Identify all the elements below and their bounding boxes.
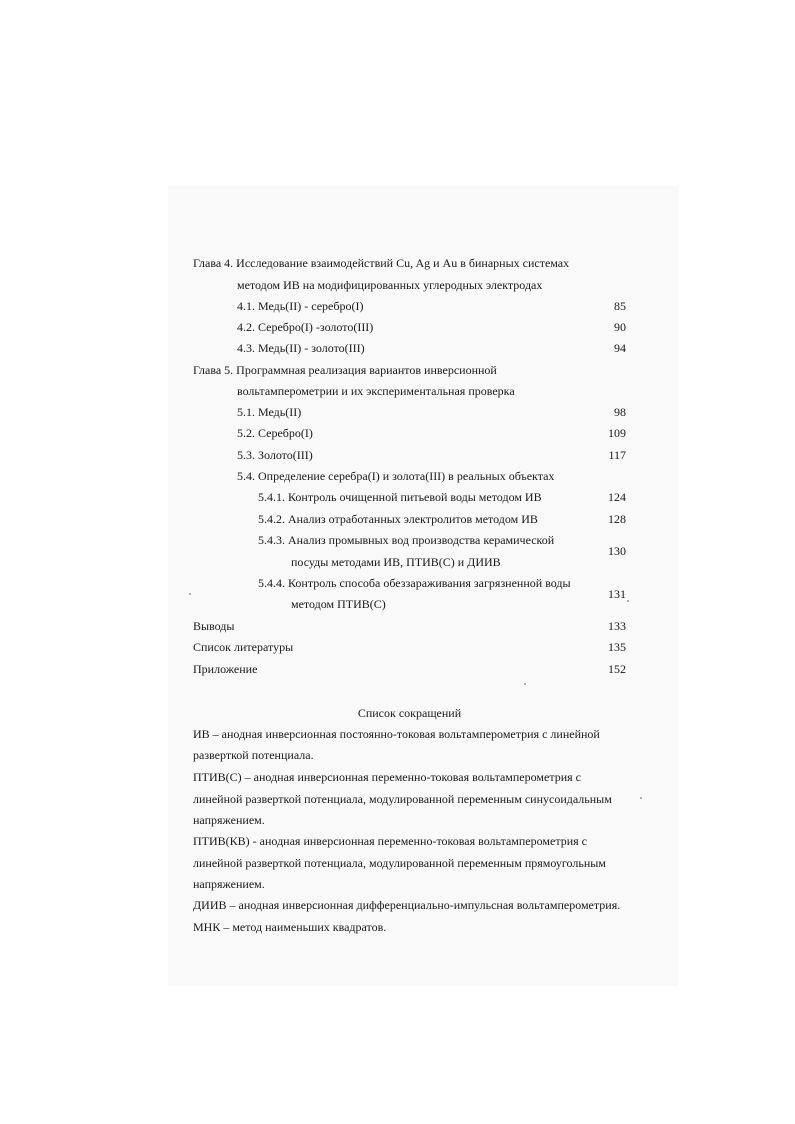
scan-speck (524, 683, 526, 685)
toc-ch5-4-2-page: 128 (608, 512, 626, 526)
toc-ch5-4-4-line1: 5.4.4. Контроль способа обеззараживания загрязненной воды (258, 576, 571, 590)
abbr-iv-line1: ИВ – анодная инверсионная постоянно-токовая вольтамперометрия с линейной (193, 727, 600, 741)
toc-references-page: 135 (608, 640, 626, 654)
toc-ch4-3-page: 94 (614, 341, 626, 355)
toc-ch5-3-label: 5.3. Золото(III) (237, 448, 313, 462)
abbr-ptiv-s-line3: напряжением. (193, 813, 265, 827)
toc-references-label: Список литературы (193, 640, 294, 654)
toc-ch5-title-line2: вольтамперометрии и их экспериментальная проверка (237, 384, 515, 398)
toc-ch5-1-label: 5.1. Медь(II) (237, 405, 302, 419)
abbr-ptiv-kv-line1: ПТИВ(КВ) - анодная инверсионная переменно-токовая вольтамперометрия с (193, 834, 587, 848)
abbreviations-title: Список сокращений (357, 706, 462, 720)
scan-speck (627, 600, 629, 602)
toc-ch5-4-3-line1: 5.4.3. Анализ промывных вод производства керамической (258, 533, 555, 547)
abbr-ptiv-kv-line2: линейной разверткой потенциала, модулированной переменным прямоугольным (193, 856, 606, 870)
toc-ch4-1-page: 85 (614, 299, 626, 313)
abbr-ptiv-s-line2: линейной разверткой потенциала, модулированной переменным синусоидальным (193, 792, 612, 806)
abbr-ptiv-s-line1: ПТИВ(С) – анодная инверсионная переменно-токовая вольтамперометрия с (193, 770, 581, 784)
toc-appendix-label: Приложение (193, 662, 258, 676)
toc-ch5-title-line1: Глава 5. Программная реализация вариантов инверсионной (193, 363, 497, 377)
toc-ch5-3-page: 117 (608, 448, 626, 462)
toc-ch5-4-2-label: 5.4.2. Анализ отработанных электролитов методом ИВ (258, 512, 538, 526)
toc-ch5-4-4-line2: методом ПТИВ(С) (291, 597, 386, 611)
toc-ch4-title-line2: методом ИВ на модифицированных углеродных электродах (237, 278, 543, 292)
toc-ch5-4-4-page: 131 (608, 587, 626, 601)
toc-conclusions-label: Выводы (193, 619, 235, 633)
abbr-ptiv-kv-line3: напряжением. (193, 877, 265, 891)
toc-ch4-2-page: 90 (614, 320, 626, 334)
abbr-iv-line2: разверткой потенциала. (193, 748, 314, 762)
toc-ch5-4-1-label: 5.4.1. Контроль очищенной питьевой воды методом ИВ (258, 490, 542, 504)
toc-ch4-1-label: 4.1. Медь(II) - серебро(I) (237, 299, 364, 313)
toc-ch4-3-label: 4.3. Медь(II) - золото(III) (237, 341, 365, 355)
toc-ch5-4-3-page: 130 (608, 544, 626, 558)
abbr-mnk-line1: МНК – метод наименьших квадратов. (193, 920, 387, 934)
toc-ch5-2-page: 109 (608, 426, 626, 440)
toc-ch5-2-label: 5.2. Серебро(I) (237, 426, 313, 440)
toc-ch5-1-page: 98 (614, 405, 626, 419)
scan-speck (640, 797, 642, 799)
toc-conclusions-page: 133 (608, 619, 626, 633)
scan-speck (189, 593, 191, 595)
toc-ch5-4-3-line2: посуды методами ИВ, ПТИВ(С) и ДИИВ (291, 555, 501, 569)
toc-ch4-2-label: 4.2. Серебро(I) -золото(III) (237, 320, 374, 334)
toc-ch4-title-line1: Глава 4. Исследование взаимодействий Cu, Ag и Au в бинарных системах (193, 256, 570, 270)
abbr-diiv-line1: ДИИВ – анодная инверсионная дифференциально-импульсная вольтамперометрия. (193, 898, 621, 912)
toc-ch5-4-1-page: 124 (608, 490, 626, 504)
toc-appendix-page: 152 (608, 662, 626, 676)
toc-ch5-4-label: 5.4. Определение серебра(I) и золота(III) в реальных объектах (237, 469, 555, 483)
